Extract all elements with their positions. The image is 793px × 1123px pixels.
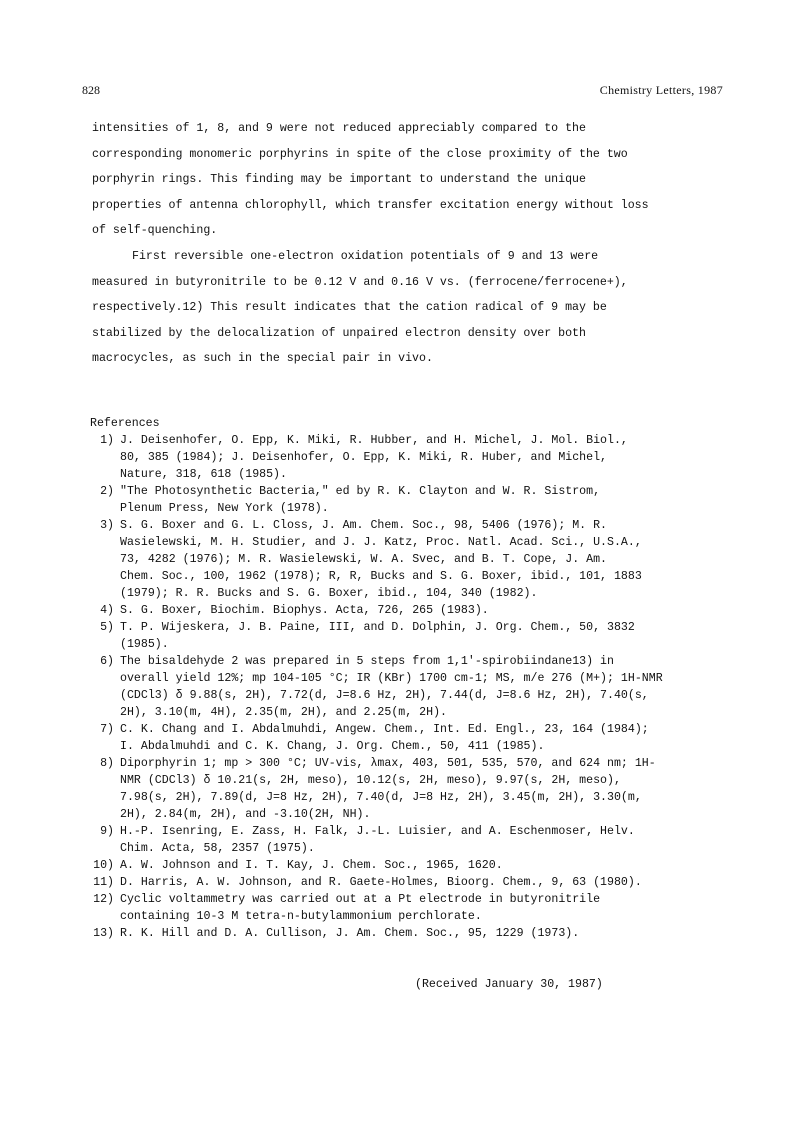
reference-number: 4)	[100, 604, 114, 617]
reference-line: Diporphyrin 1; mp > 300 °C; UV-vis, λmax, 403, 501, 535, 570, and 624 nm; 1H-	[120, 757, 656, 770]
reference-line: 80, 385 (1984); J. Deisenhofer, O. Epp, K. Miki, R. Huber, and Michel,	[120, 451, 608, 464]
reference-line: T. P. Wijeskera, J. B. Paine, III, and D. Dolphin, J. Org. Chem., 50, 3832	[120, 621, 635, 634]
p2-line-4: stabilized by the delocalization of unpaired electron density over both	[92, 326, 586, 340]
received-date: (Received January 30, 1987)	[415, 978, 603, 991]
reference-line: J. Deisenhofer, O. Epp, K. Miki, R. Hubber, and H. Michel, J. Mol. Biol.,	[120, 434, 628, 447]
reference-number: 3)	[100, 519, 114, 532]
reference-line: C. K. Chang and I. Abdalmuhdi, Angew. Chem., Int. Ed. Engl., 23, 164 (1984);	[120, 723, 649, 736]
p2-line-1: First reversible one-electron oxidation potentials of 9 and 13 were	[132, 249, 599, 263]
reference-list	[90, 432, 740, 942]
p1-line-1: intensities of 1, 8, and 9 were not reduced appreciably compared to the	[92, 122, 586, 135]
p1-line-2: corresponding monomeric porphyrins in spite of the close proximity of the two	[92, 147, 628, 161]
p2-line-5: macrocycles, as such in the special pair in vivo.	[92, 352, 433, 366]
reference-line: I. Abdalmuhdi and C. K. Chang, J. Org. Chem., 50, 411 (1985).	[120, 740, 545, 753]
reference-line: 73, 4282 (1976); M. R. Wasielewski, W. A. Svec, and B. T. Cope, J. Am.	[120, 553, 608, 566]
reference-line: NMR (CDCl3) δ 10.21(s, 2H, meso), 10.12(s, 2H, meso), 9.97(s, 2H, meso),	[120, 774, 621, 787]
reference-line: 2H), 2.84(m, 2H), and -3.10(2H, NH).	[120, 808, 371, 821]
p2-line-3: respectively.12) This result indicates that the cation radical of 9 may be	[92, 301, 607, 315]
body-text	[92, 116, 732, 372]
reference-line: 7.98(s, 2H), 7.89(d, J=8 Hz, 2H), 7.40(d, J=8 Hz, 2H), 3.45(m, 2H), 3.30(m,	[120, 791, 642, 804]
reference-number: 9)	[100, 825, 114, 838]
p1-line-5: of self-quenching.	[92, 224, 218, 238]
references-section	[90, 415, 740, 942]
reference-item	[90, 857, 740, 874]
reference-line: Cyclic voltammetry was carried out at a Pt electrode in butyronitrile	[120, 893, 601, 906]
p1-line-3: porphyrin rings. This finding may be important to understand the unique	[92, 173, 586, 187]
reference-line: overall yield 12%; mp 104-105 °C; IR (KBr) 1700 cm-1; MS, m/e 276 (M+); 1H-NMR	[120, 672, 663, 685]
reference-number: 10)	[93, 859, 114, 872]
journal-running-head: Chemistry Letters, 1987	[599, 83, 723, 97]
reference-item	[90, 483, 740, 517]
page-number: 828	[82, 83, 100, 97]
reference-item	[90, 823, 740, 857]
reference-number: 7)	[100, 723, 114, 736]
reference-number: 5)	[100, 621, 114, 634]
reference-item	[90, 721, 740, 755]
reference-item	[90, 755, 740, 823]
reference-number: 2)	[100, 485, 114, 498]
reference-number: 13)	[93, 927, 114, 940]
references-heading: References	[90, 417, 160, 430]
reference-line: Chem. Soc., 100, 1962 (1978); R, R, Bucks and S. G. Boxer, ibid., 101, 1883	[120, 570, 642, 583]
reference-item	[90, 619, 740, 653]
reference-line: 2H), 3.10(m, 4H), 2.35(m, 2H), and 2.25(m, 2H).	[120, 706, 447, 719]
reference-number: 1)	[100, 434, 114, 447]
reference-item	[90, 432, 740, 483]
reference-item	[90, 874, 740, 891]
reference-line: The bisaldehyde 2 was prepared in 5 steps from 1,1'-spirobiindane13) in	[120, 655, 614, 668]
reference-line: (CDCl3) δ 9.88(s, 2H), 7.72(d, J=8.6 Hz, 2H), 7.44(d, J=8.6 Hz, 2H), 7.40(s,	[120, 689, 649, 702]
reference-line: containing 10-3 M tetra-n-butylammonium perchlorate.	[120, 910, 482, 923]
reference-line: S. G. Boxer, Biochim. Biophys. Acta, 726, 265 (1983).	[120, 604, 489, 617]
reference-item	[90, 891, 740, 925]
reference-line: Wasielewski, M. H. Studier, and J. J. Katz, Proc. Natl. Acad. Sci., U.S.A.,	[120, 536, 642, 549]
reference-number: 12)	[93, 893, 114, 906]
reference-item	[90, 925, 740, 942]
reference-item	[90, 517, 740, 602]
reference-number: 11)	[93, 876, 114, 889]
reference-line: (1979); R. R. Bucks and S. G. Boxer, ibid., 104, 340 (1982).	[120, 587, 538, 600]
reference-item	[90, 653, 740, 721]
reference-line: "The Photosynthetic Bacteria," ed by R. K. Clayton and W. R. Sistrom,	[120, 485, 601, 498]
reference-line: R. K. Hill and D. A. Cullison, J. Am. Chem. Soc., 95, 1229 (1973).	[120, 927, 580, 940]
reference-number: 6)	[100, 655, 114, 668]
reference-line: (1985).	[120, 638, 169, 651]
reference-item	[90, 602, 740, 619]
p2-line-2: measured in butyronitrile to be 0.12 V and 0.16 V vs. (ferrocene/ferrocene+),	[92, 275, 628, 289]
reference-number: 8)	[100, 757, 114, 770]
reference-line: D. Harris, A. W. Johnson, and R. Gaete-Holmes, Bioorg. Chem., 9, 63 (1980).	[120, 876, 642, 889]
reference-line: A. W. Johnson and I. T. Kay, J. Chem. Soc., 1965, 1620.	[120, 859, 503, 872]
reference-line: Nature, 318, 618 (1985).	[120, 468, 287, 481]
reference-line: S. G. Boxer and G. L. Closs, J. Am. Chem. Soc., 98, 5406 (1976); M. R.	[120, 519, 608, 532]
p1-line-4: properties of antenna chlorophyll, which transfer excitation energy without loss	[92, 198, 649, 212]
reference-line: H.-P. Isenring, E. Zass, H. Falk, J.-L. Luisier, and A. Eschenmoser, Helv.	[120, 825, 635, 838]
reference-line: Chim. Acta, 58, 2357 (1975).	[120, 842, 315, 855]
reference-line: Plenum Press, New York (1978).	[120, 502, 329, 515]
